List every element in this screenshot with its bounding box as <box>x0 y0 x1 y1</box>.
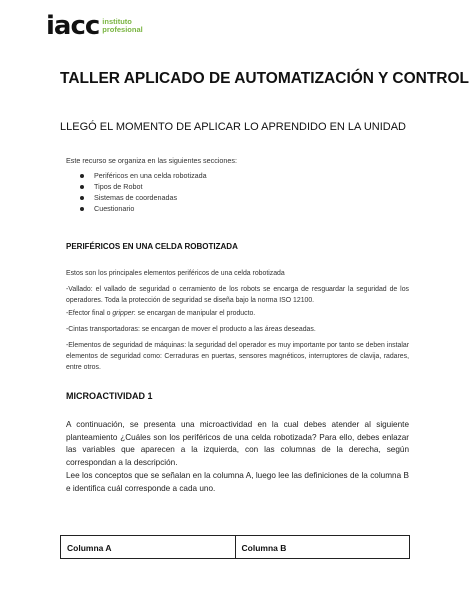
bullet-icon <box>80 196 84 200</box>
columns-table <box>60 535 410 559</box>
list-item <box>80 203 207 214</box>
logo-wordmark: iacc <box>46 11 100 41</box>
table-header-columna-a: Columna A <box>67 543 112 553</box>
bullet-icon <box>80 185 84 189</box>
elementos-paragraph: -Elementos de seguridad de máquinas: la seguridad del operador es muy importante por tanto se deben instalar elementos de seguridad como: Cerraduras en puertas, sensores magnéticos, interruptores de clavija, radares, entre otros. <box>66 342 409 372</box>
microactividad-heading: MICROACTIVIDAD 1 <box>66 391 153 401</box>
vallado-paragraph: -Vallado: el vallado de seguridad o cerramiento de los robots se encarga de resguardar la seguridad de los operadores. Toda la protección de seguridad se diseña bajo la norma ISO 12100. <box>66 286 409 305</box>
list-item <box>80 170 207 181</box>
list-item <box>80 192 207 203</box>
section-label: Periféricos en una celda robotizada <box>94 171 207 180</box>
efector-suffix: : se encargan de manipular el producto. <box>133 310 256 317</box>
perifericos-heading: PERIFÉRICOS EN UNA CELDA ROBOTIZADA <box>66 242 238 251</box>
efector-prefix: -Efector final o <box>66 310 113 317</box>
logo-subtitle <box>102 18 142 34</box>
logo-sub-line1: instituto <box>102 17 132 26</box>
bullet-icon <box>80 207 84 211</box>
sections-list <box>80 170 207 214</box>
microactividad-paragraph-1: A continuación, se presenta una microactividad en la cual debes atender al siguiente planteamiento ¿Cuáles son los periféricos de una celda robotizada? Para ello, debes enlazar las variables que aparecen a la izquierda, con las columnas de la derecha, según correspondan a la descripción. <box>66 420 409 467</box>
table-header-columna-b: Columna B <box>235 536 410 558</box>
section-label: Tipos de Robot <box>94 182 143 191</box>
iacc-logo <box>46 11 143 41</box>
document-subtitle: LLEGÓ EL MOMENTO DE APLICAR LO APRENDIDO EN LA UNIDAD <box>60 121 406 133</box>
efector-term: gripper <box>112 310 134 317</box>
document-title: TALLER APLICADO DE AUTOMATIZACIÓN Y CONTROL <box>60 70 470 87</box>
list-item <box>80 181 207 192</box>
section-label: Cuestionario <box>94 204 135 213</box>
microactividad-paragraph-2: Lee los conceptos que se señalan en la columna A, luego lee las definiciones de la columna B e identifica cuál corresponde a cada uno. <box>66 471 409 493</box>
perifericos-intro: Estos son los principales elementos periféricos de una celda robotizada <box>66 270 285 277</box>
efector-paragraph <box>66 308 409 319</box>
bullet-icon <box>80 174 84 178</box>
sections-intro: Este recurso se organiza en las siguientes secciones: <box>66 156 237 165</box>
cintas-paragraph: -Cintas transportadoras: se encargan de mover el producto a las áreas deseadas. <box>66 326 316 333</box>
logo-sub-line2: profesional <box>102 25 143 34</box>
section-label: Sistemas de coordenadas <box>94 193 178 202</box>
